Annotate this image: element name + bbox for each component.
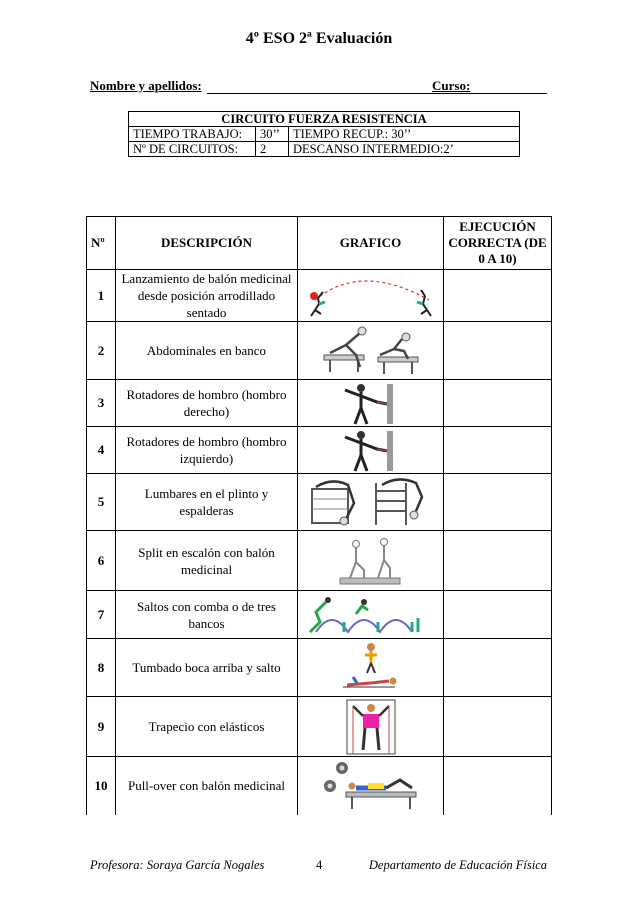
- table-row: [87, 380, 552, 427]
- row-description: Split en escalón con balón medicinal: [116, 531, 298, 591]
- circuit-info-table: [128, 111, 520, 157]
- header-graphic: GRAFICO: [298, 217, 444, 270]
- step-split-icon: [298, 531, 444, 591]
- circuit-row: [129, 127, 520, 142]
- intermediate-rest: DESCANSO INTERMEDIO:2’: [289, 142, 520, 157]
- row-number: 1: [87, 270, 116, 322]
- row-number: 2: [87, 322, 116, 380]
- trapezius-band-icon: [298, 697, 444, 757]
- table-row: [87, 757, 552, 815]
- row-description: Rotadores de hombro (hombro izquierdo): [116, 427, 298, 474]
- row-number: 6: [87, 531, 116, 591]
- row-description: Saltos con comba o de tres bancos: [116, 591, 298, 639]
- row-description: Lumbares en el plinto y espalderas: [116, 474, 298, 531]
- row-number: 4: [87, 427, 116, 474]
- medicine-ball-throw-icon: [298, 270, 444, 322]
- lying-jump-icon: [298, 639, 444, 697]
- execution-score-cell[interactable]: [444, 757, 552, 815]
- row-description: Pull-over con balón medicinal: [116, 757, 298, 815]
- recovery-time: TIEMPO RECUP.: 30’’: [289, 127, 520, 142]
- circuits-count-label: Nº DE CIRCUITOS:: [129, 142, 256, 157]
- table-header-row: [87, 217, 552, 270]
- work-time-value: 30’’: [256, 127, 289, 142]
- table-row: [87, 639, 552, 697]
- exercise-table: [86, 216, 552, 815]
- course-blank-field[interactable]: [475, 93, 547, 94]
- student-info-line: [90, 78, 547, 96]
- row-number: 8: [87, 639, 116, 697]
- page-title: 4º ESO 2ª Evaluación: [245, 30, 393, 47]
- course-label: Curso:: [432, 78, 471, 93]
- pullover-icon: [298, 757, 444, 815]
- footer-teacher: Profesora: Soraya García Nogales: [90, 858, 265, 872]
- execution-score-cell[interactable]: [444, 380, 552, 427]
- row-description: Lanzamiento de balón medicinal desde posición arrodillado sentado: [116, 270, 298, 322]
- execution-score-cell[interactable]: [444, 531, 552, 591]
- name-label: Nombre y apellidos:: [90, 78, 202, 93]
- row-number: 10: [87, 757, 116, 815]
- row-number: 7: [87, 591, 116, 639]
- execution-score-cell[interactable]: [444, 427, 552, 474]
- execution-score-cell[interactable]: [444, 474, 552, 531]
- execution-score-cell[interactable]: [444, 322, 552, 380]
- table-row: [87, 697, 552, 757]
- table-row: [87, 531, 552, 591]
- execution-score-cell[interactable]: [444, 697, 552, 757]
- circuits-count-value: 2: [256, 142, 289, 157]
- header-num: Nº: [87, 217, 116, 270]
- circuit-title: CIRCUITO FUERZA RESISTENCIA: [129, 112, 520, 127]
- row-description: Rotadores de hombro (hombro derecho): [116, 380, 298, 427]
- shoulder-rotation-icon: [298, 427, 444, 474]
- bench-jumps-icon: [298, 591, 444, 639]
- row-number: 3: [87, 380, 116, 427]
- bench-situp-icon: [298, 322, 444, 380]
- header-description: DESCRIPCIÓN: [116, 217, 298, 270]
- circuit-row: [129, 142, 520, 157]
- execution-score-cell[interactable]: [444, 591, 552, 639]
- row-description: Abdominales en banco: [116, 322, 298, 380]
- table-row: [87, 427, 552, 474]
- execution-score-cell[interactable]: [444, 270, 552, 322]
- table-row: [87, 270, 552, 322]
- table-row: [87, 591, 552, 639]
- name-blank-field[interactable]: [207, 93, 518, 94]
- footer-department: Departamento de Educación Física: [368, 858, 547, 872]
- row-description: Tumbado boca arriba y salto: [116, 639, 298, 697]
- row-number: 9: [87, 697, 116, 757]
- row-number: 5: [87, 474, 116, 531]
- back-extension-icon: [298, 474, 444, 531]
- table-row: [87, 474, 552, 531]
- table-row: [87, 322, 552, 380]
- execution-score-cell[interactable]: [444, 639, 552, 697]
- shoulder-rotation-icon: [298, 380, 444, 427]
- footer-page-number: 4: [316, 858, 323, 872]
- row-description: Trapecio con elásticos: [116, 697, 298, 757]
- header-execution: EJECUCIÓN CORRECTA (DE 0 A 10): [444, 217, 552, 270]
- work-time-label: TIEMPO TRABAJO:: [129, 127, 256, 142]
